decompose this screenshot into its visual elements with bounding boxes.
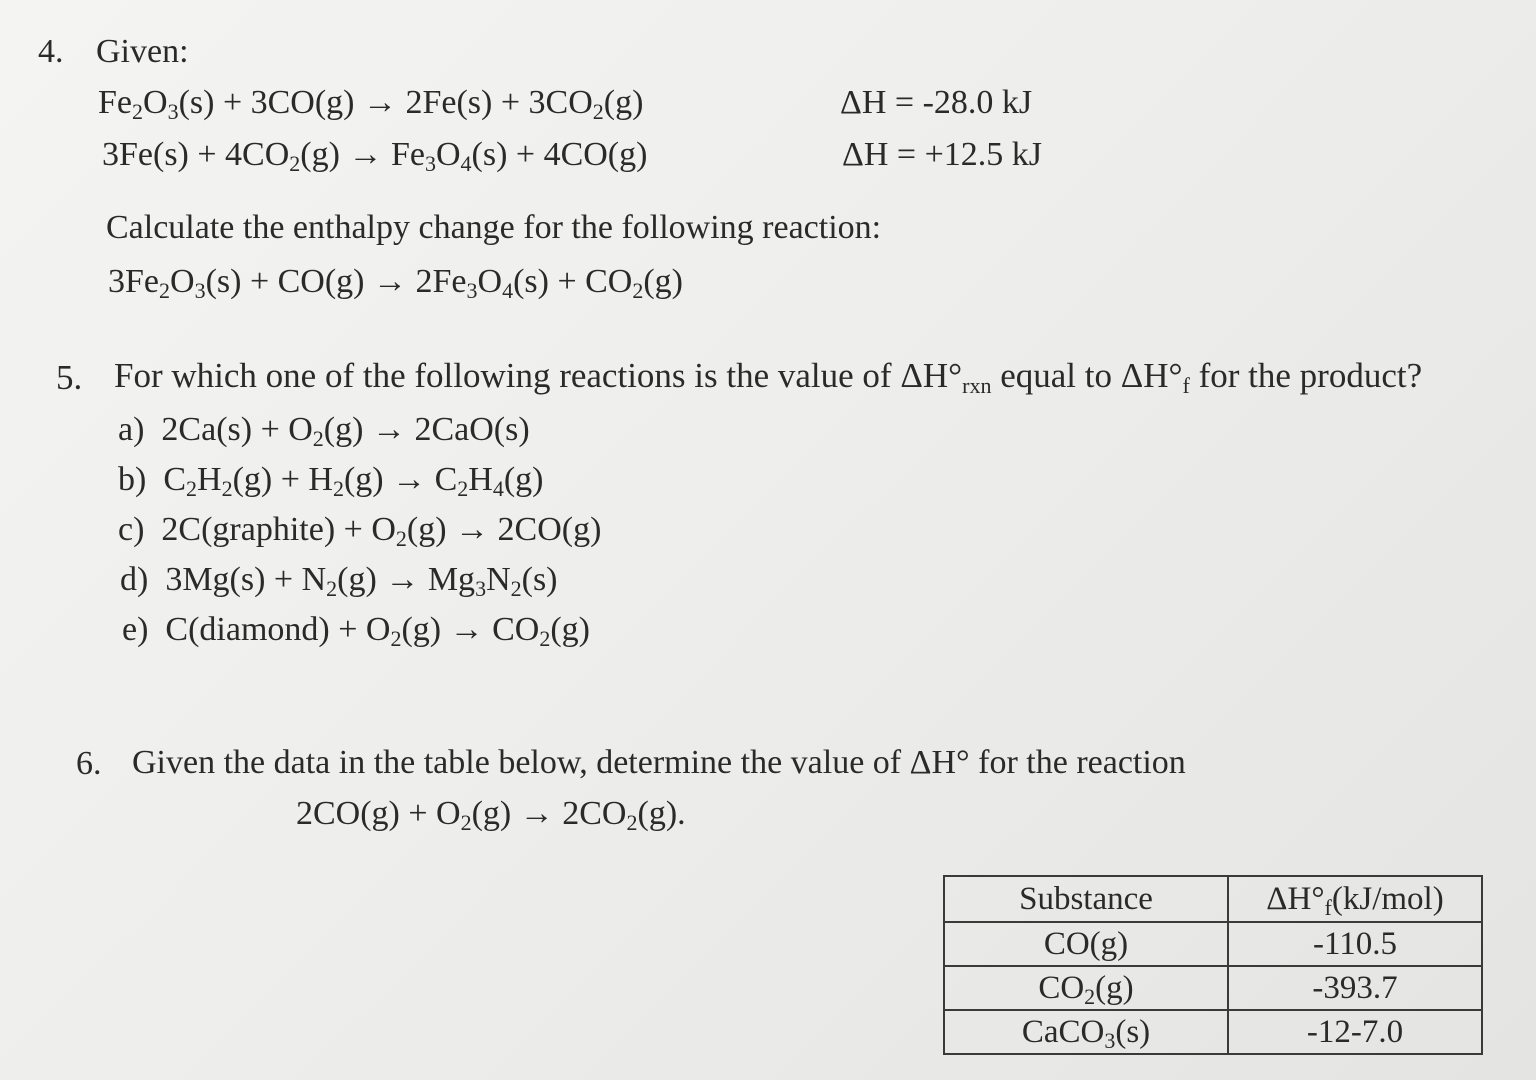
q5-option-c: c) 2C(graphite) + $O_2(g) \to 2CO(g)$: [118, 511, 602, 551]
q4-reaction-1: $Fe_2O_3(s) + 3CO(g) \to 2Fe(s) + 3CO_2(g)$: [98, 84, 644, 124]
substance-cell: $CO_2(g)$: [944, 966, 1228, 1010]
q5-option-b: b) $C_2H_2(g) + H_2(g) \to C_2H_4(g)$: [118, 461, 544, 501]
header-substance: Substance: [944, 876, 1228, 922]
q6-question: Given the data in the table below, determine the value of ΔH° for the reaction: [132, 744, 1186, 781]
q4-prompt: Calculate the enthalpy change for the following reaction:: [106, 209, 882, 246]
q4-reaction-2-enthalpy: ΔH = +12.5 kJ: [842, 136, 1042, 173]
substance-cell: CO(g): [944, 922, 1228, 966]
q5-option-a: a) $2Ca(s) + O_2(g) \to 2CaO(s)$: [118, 411, 530, 451]
enthalpy-cell: -110.5: [1228, 922, 1482, 966]
q4-reaction-1-enthalpy: ΔH = -28.0 kJ: [840, 84, 1033, 121]
q4-reaction-2: $3Fe(s) + 4CO_2(g) \to Fe_3O_4(s) + 4CO(g)$: [102, 136, 648, 176]
q5-option-e: e) C(diamond) + $O_2(g) \to CO_2(g)$: [122, 611, 591, 651]
q4-target-reaction: $3Fe_2O_3(s) + CO(g) \to 2Fe_3O_4(s) + CO_2(g)$: [108, 263, 684, 303]
enthalpy-data-table: [943, 875, 1483, 1055]
q4-number: 4.: [38, 33, 64, 70]
table-row: [944, 922, 1482, 966]
enthalpy-cell: -393.7: [1228, 966, 1482, 1010]
q5-question: For which one of the following reactions is the value of $\Delta H^\circ_{rxn}$ equal to $\Delta H^\circ_f$ for the product?: [114, 356, 1423, 398]
substance-cell: CaCO$_3$(s): [944, 1010, 1228, 1054]
table-header-row: [944, 876, 1482, 922]
enthalpy-cell: -12-7.0: [1228, 1010, 1482, 1054]
table-row: [944, 966, 1482, 1010]
table-row: [944, 1010, 1482, 1054]
q6-number: 6.: [76, 745, 102, 782]
q5-option-d: d) $3Mg(s) + N_2(g) \to Mg_3N_2(s)$: [120, 561, 558, 601]
q6-reaction: $2CO(g) + O_2(g) \to 2CO_2(g)$.: [296, 795, 686, 835]
q4-given-label: Given:: [96, 33, 189, 70]
header-enthalpy: $\Delta H^\circ_f(kJ/mol)$: [1228, 876, 1482, 922]
q5-number: 5.: [56, 358, 83, 397]
